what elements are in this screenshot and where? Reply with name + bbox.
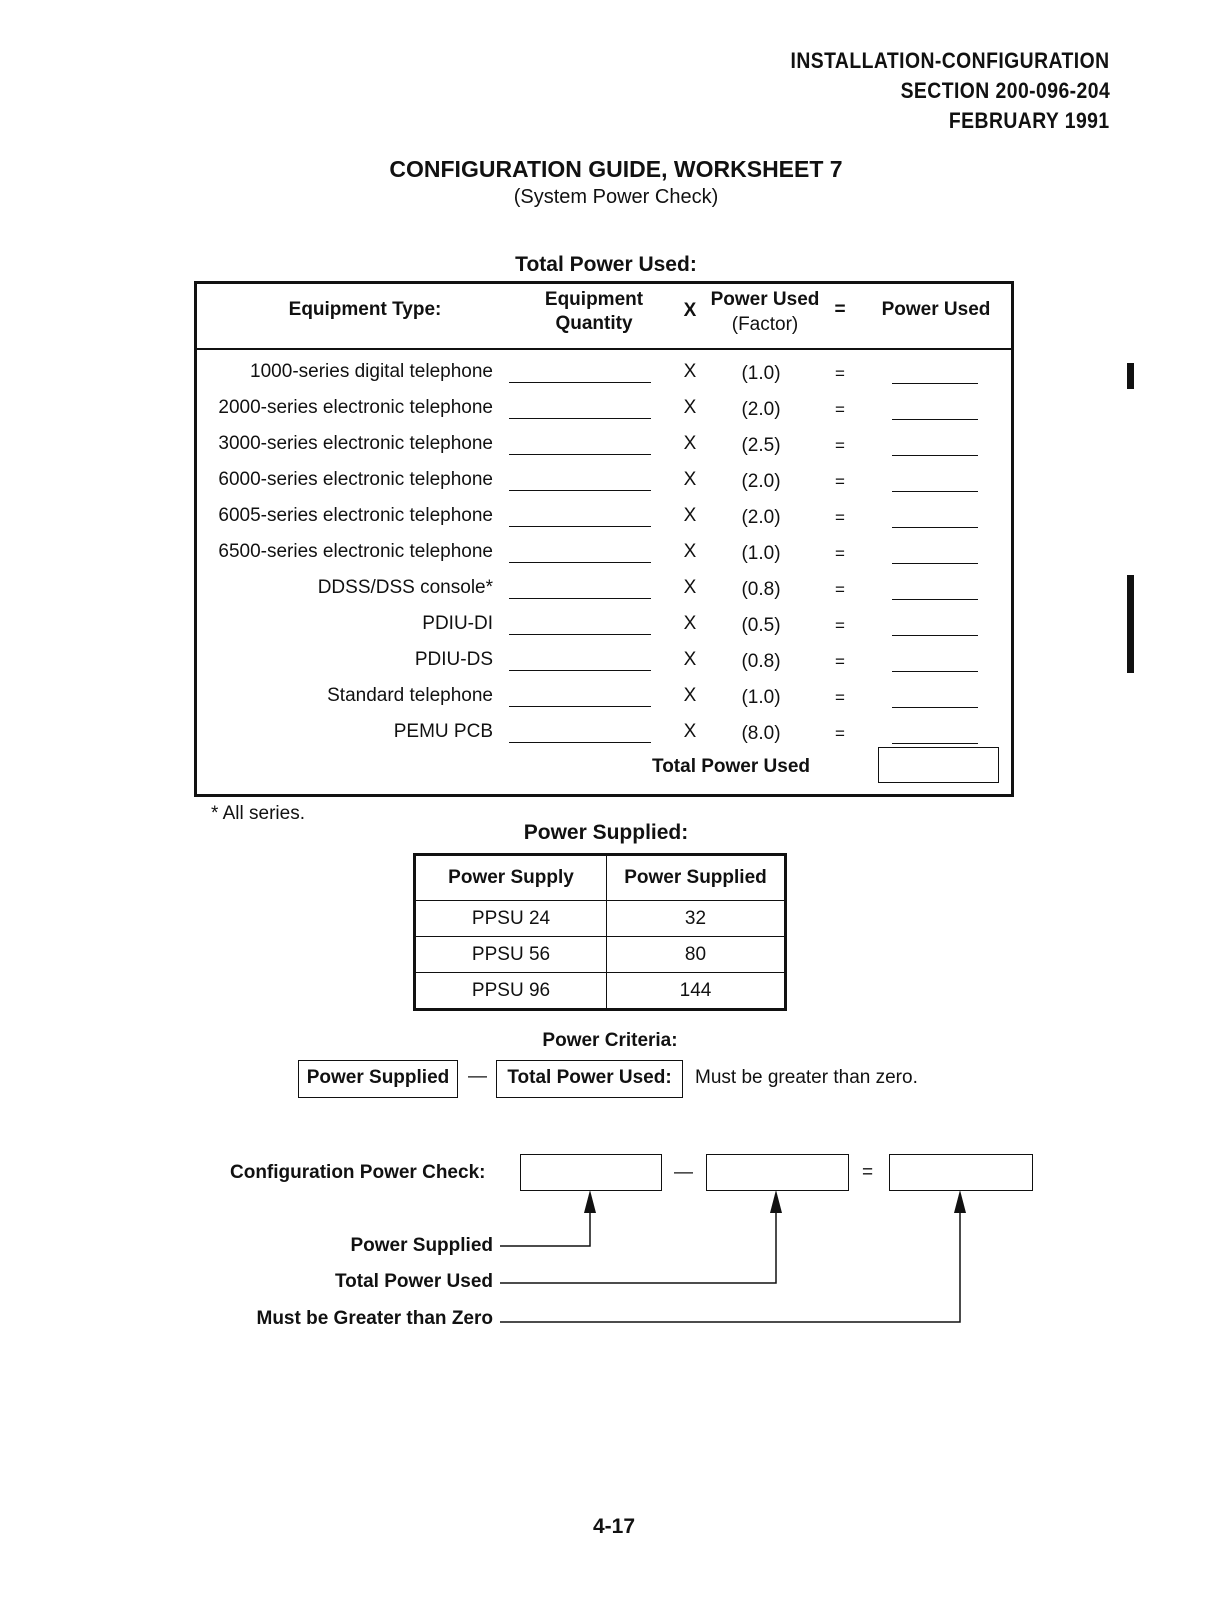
col-equipment-type: Equipment Type: [288,299,442,320]
footnote: * All series. [211,803,305,824]
multiply-sign: X [683,613,697,634]
equals-sign: = [835,652,845,671]
power-factor: (2.0) [741,471,781,492]
power-factor: (2.5) [741,435,781,456]
col-x: X [683,300,697,321]
total-power-heading: Total Power Used: [515,253,697,276]
legend-greater-than-zero: Must be Greater than Zero [256,1308,493,1329]
equipment-type-label: 2000-series electronic telephone [218,397,493,418]
supply-cell: PPSU 56 [416,937,607,973]
multiply-sign: X [683,469,697,490]
page-number: 4-17 [592,1515,636,1538]
multiply-sign: X [683,361,697,382]
equipment-type-label: 6005-series electronic telephone [218,505,493,526]
header-line-3: FEBRUARY 1991 [949,108,1110,133]
supplied-cell: 32 [607,901,785,937]
equipment-type-label: DDSS/DSS console* [317,577,493,598]
equals-sign: = [835,544,845,563]
col-quantity-line2: Quantity [555,313,633,334]
multiply-sign: X [683,577,697,598]
criteria-total-power-used-box: Total Power Used: [496,1060,683,1098]
arrow-up-icon [770,1190,782,1213]
criteria-minus: — [468,1066,487,1087]
power-supplied-heading: Power Supplied: [523,821,689,844]
supply-cell: PPSU 24 [416,901,607,937]
power-factor: (2.0) [741,399,781,420]
config-minus: — [674,1162,693,1183]
col-power-supplied: Power Supplied [607,856,785,901]
multiply-sign: X [683,433,697,454]
legend-total-power-used: Total Power Used [334,1271,493,1292]
equipment-type-label: Standard telephone [327,685,493,706]
equals-sign: = [835,436,845,455]
equals-sign: = [835,508,845,527]
criteria-power-supplied-box: Power Supplied [298,1060,458,1098]
col-factor-line1: Power Used [710,289,820,310]
config-check-label: Configuration Power Check: [230,1162,486,1183]
header-line-2: SECTION 200-096-204 [900,78,1110,103]
legend-power-supplied: Power Supplied [350,1235,493,1256]
col-factor-line2: (Factor) [731,314,799,335]
equipment-type-label: 3000-series electronic telephone [218,433,493,454]
power-factor: (8.0) [741,723,781,744]
arrow-up-icon [584,1190,596,1213]
multiply-sign: X [683,649,697,670]
power-factor: (0.8) [741,651,781,672]
supply-cell: PPSU 96 [416,973,607,1008]
equipment-type-label: 6500-series electronic telephone [218,541,493,562]
supplied-cell: 80 [607,937,785,973]
equals-sign: = [835,688,845,707]
multiply-sign: X [683,505,697,526]
total-power-used-label: Total Power Used [652,756,811,777]
page-subtitle: (System Power Check) [513,186,719,208]
power-factor: (1.0) [741,363,781,384]
col-power-supply: Power Supply [416,856,607,901]
equipment-type-label: 1000-series digital telephone [250,361,493,382]
equals-sign: = [835,724,845,743]
equals-sign: = [835,580,845,599]
power-factor: (0.8) [741,579,781,600]
equals-sign: = [835,616,845,635]
equals-sign: = [835,364,845,383]
multiply-sign: X [683,541,697,562]
multiply-sign: X [683,685,697,706]
power-factor: (0.5) [741,615,781,636]
equipment-type-label: PEMU PCB [393,721,493,742]
col-power-used: Power Used [881,299,991,320]
multiply-sign: X [683,721,697,742]
arrow-up-icon [954,1190,966,1213]
power-factor: (2.0) [741,507,781,528]
power-factor: (1.0) [741,543,781,564]
config-equals: = [862,1162,874,1183]
equipment-type-label: PDIU-DI [422,613,493,634]
supplied-cell: 144 [607,973,785,1008]
multiply-sign: X [683,397,697,418]
equals-sign: = [835,400,845,419]
equipment-type-label: PDIU-DS [414,649,493,670]
col-equals: = [834,299,846,320]
col-quantity-line1: Equipment [544,289,644,310]
page-title: CONFIGURATION GUIDE, WORKSHEET 7 [389,156,843,182]
power-criteria-heading: Power Criteria: [542,1030,678,1051]
power-factor: (1.0) [741,687,781,708]
header-line-1: INSTALLATION-CONFIGURATION [790,48,1110,73]
criteria-text: Must be greater than zero. [695,1067,918,1088]
equals-sign: = [835,472,845,491]
equipment-type-label: 6000-series electronic telephone [218,469,493,490]
